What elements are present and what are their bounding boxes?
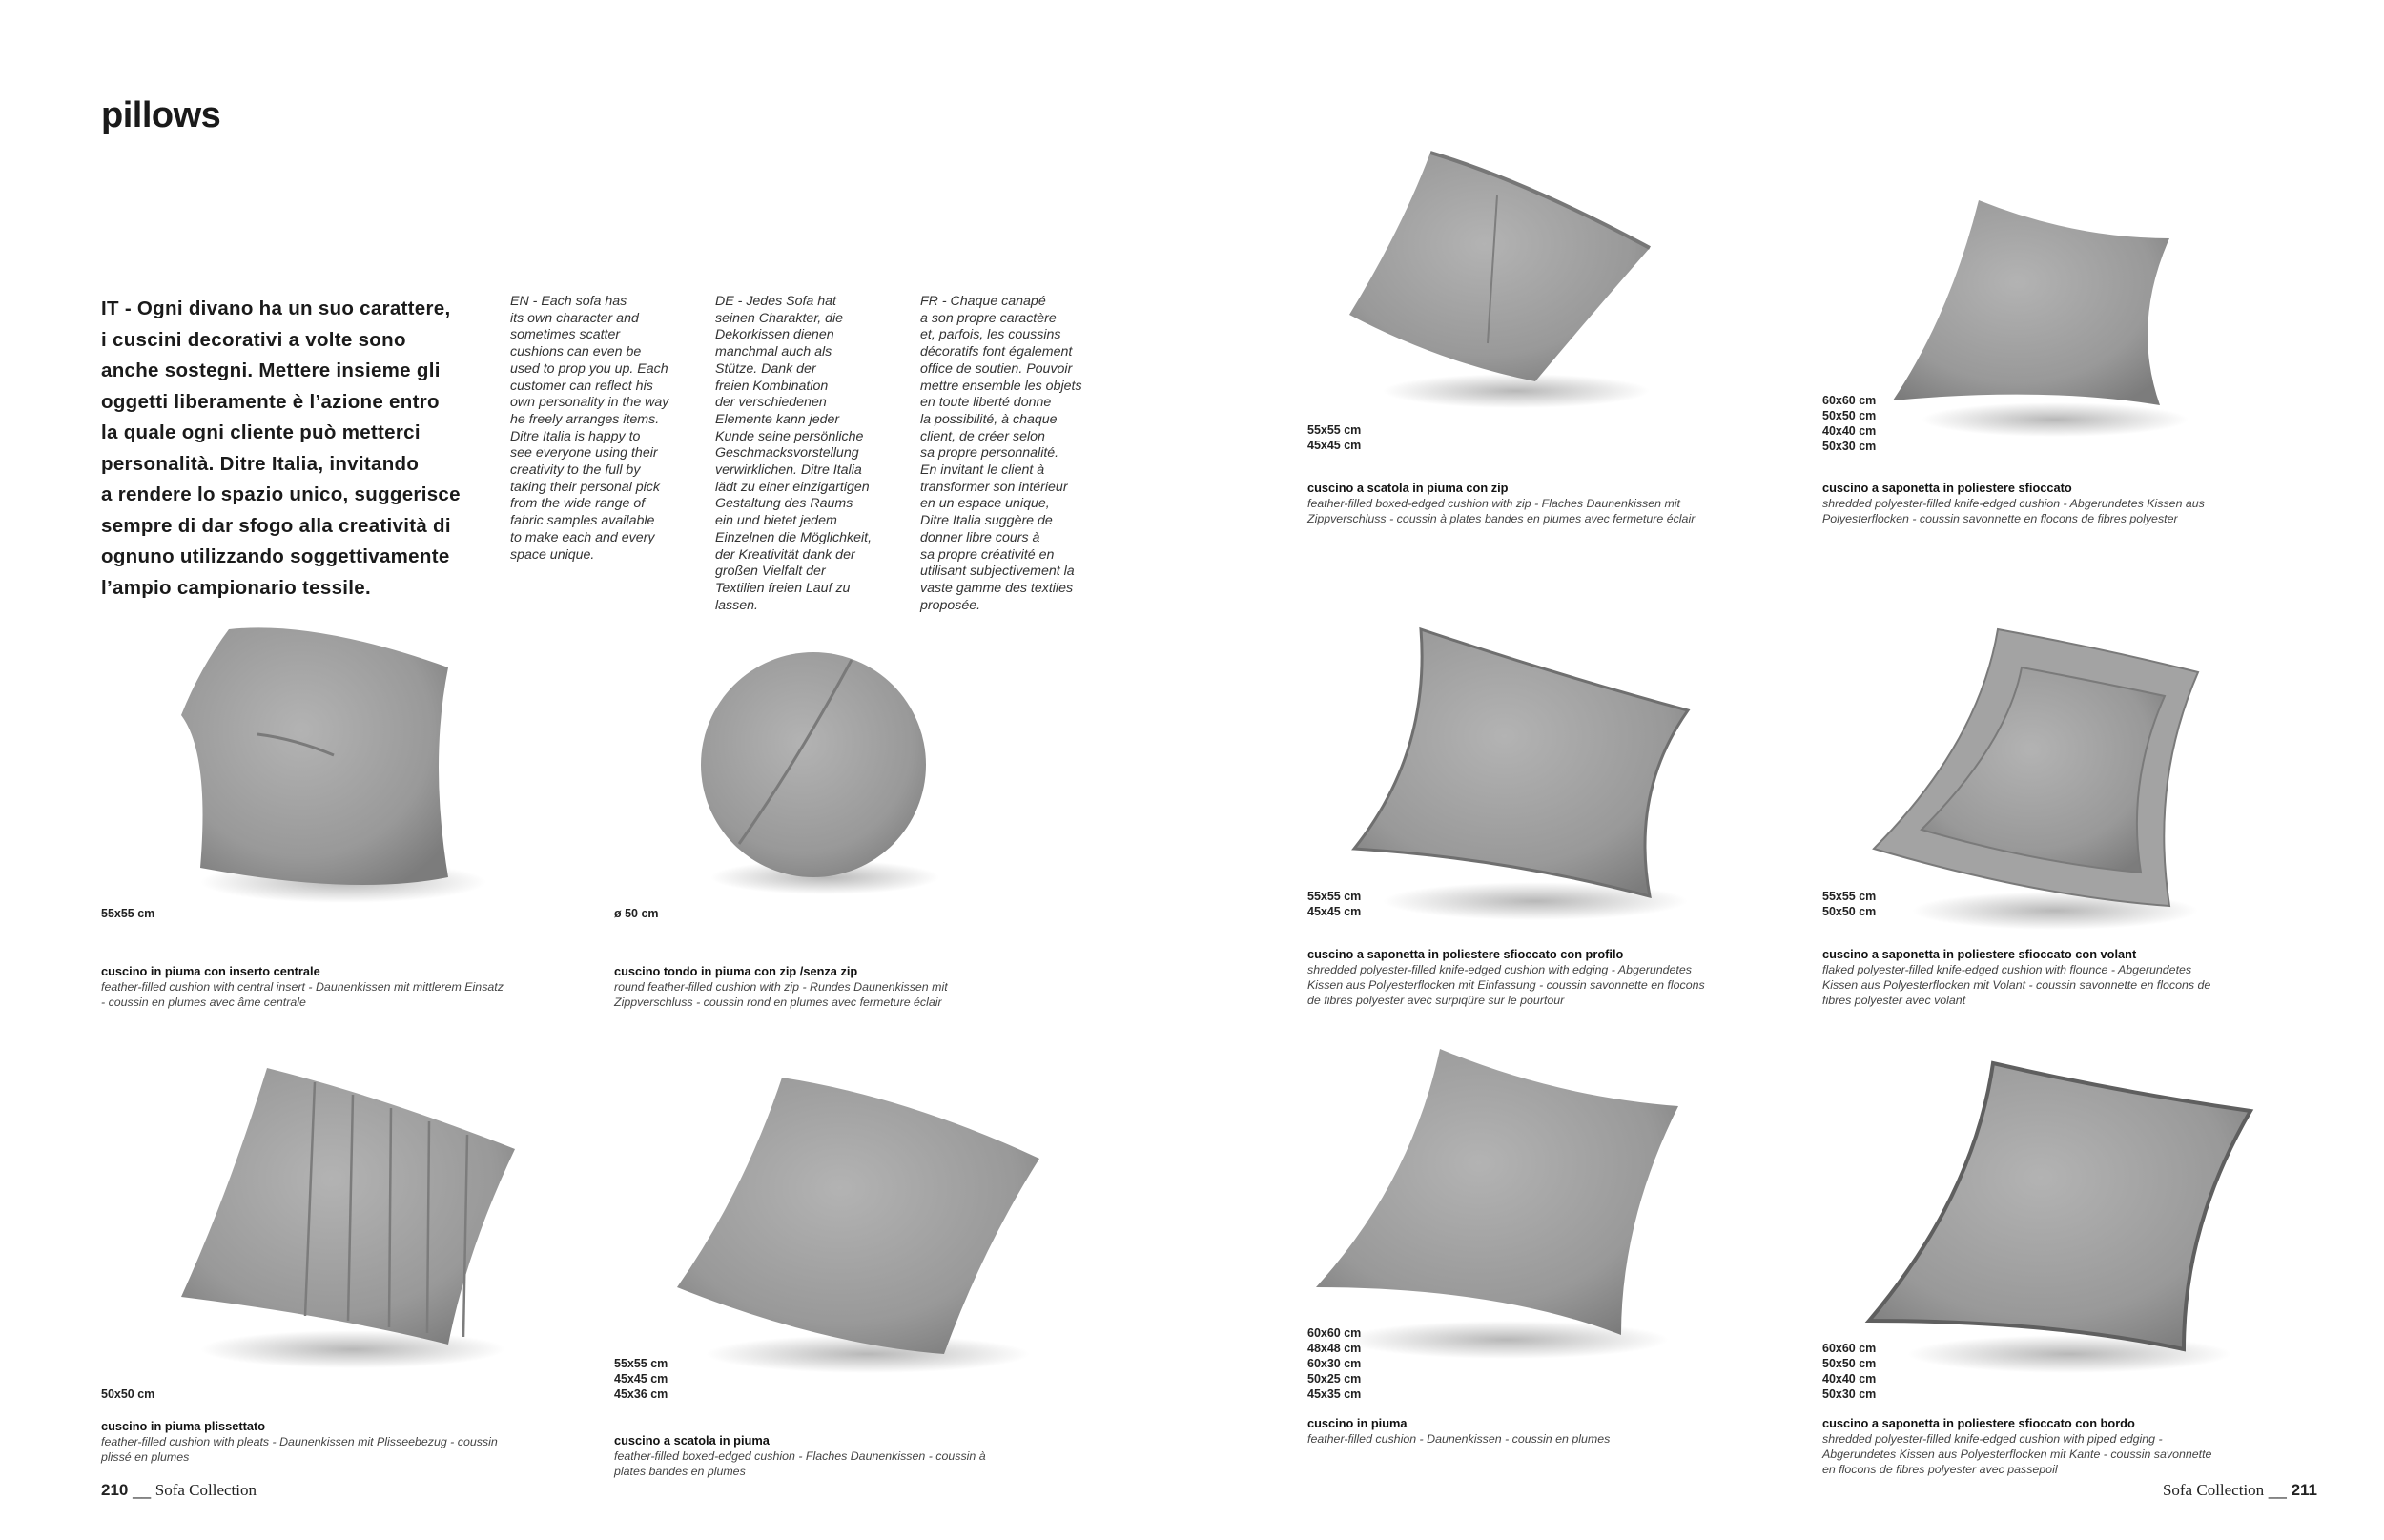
intro-text-en: EN - Each sofa has its own character and sometimes scatter cushions can even be used to prop you up. Each customer can reflect his own personality in the way he freely arranges items. Ditre Italia is happy to see everyone using their creativity to the full by taking their personal pick from the wide range of fabric samples available to make each and every space unique. — [510, 294, 669, 563]
product-sizes: 60x60 cm 50x50 cm 40x40 cm 50x30 cm — [1822, 1342, 1877, 1401]
product-description: feather-filled boxed-edged cushion - Flaches Daunenkissen - coussin à plates bandes en plumes — [614, 1449, 986, 1478]
product-name: cuscino in piuma — [1307, 1416, 1408, 1430]
pillow-knife-edged-edging-image — [1345, 620, 1697, 925]
product-name: cuscino a saponetta in poliestere sfioccato — [1822, 481, 2072, 495]
product-description: feather-filled boxed-edged cushion with zip - Flaches Daunenkissen mit Zippverschluss - coussin à plates bandes en plumes avec fermeture éclair — [1307, 497, 1696, 525]
pillow-pleated-image — [162, 1058, 524, 1373]
intro-text-de: DE - Jedes Sofa hat seinen Charakter, die Dekorkissen dienen manchmal auch als Stütze. Dank der freien Kombination der verschiedenen Elemente kann jeder Kunde seine persönliche Geschmacksvorstellung verwirklichen. Ditre Italia lädt zu einer einzigartigen Gestaltung des Raums ein und bietet jedem Einzelnen die Möglichkeit, der Kreativität dank der großen Vielfalt der Textilien freien Lauf zu lassen. — [715, 294, 873, 613]
product-description: round feather-filled cushion with zip - Rundes Daunenkissen mit Zippverschluss - coussin rond en plumes avec fermeture éclair — [614, 980, 948, 1009]
product-description: shredded polyester-filled knife-edged cushion - Abgerundetes Kissen aus Polyesterflocken - coussin savonnette en flocons de fibres polyester — [1822, 497, 2205, 525]
product-description: shredded polyester-filled knife-edged cushion with piped edging - Abgerundetes Kissen aus Polyesterflocken mit Kante - coussin savonnette en flocons de fibres polyester avec passepoil — [1822, 1432, 2212, 1476]
product-name: cuscino in piuma con inserto centrale — [101, 964, 320, 978]
product-sizes: 55x55 cm 45x45 cm 45x36 cm — [614, 1357, 668, 1401]
product-sizes: 55x55 cm — [101, 907, 155, 920]
footer-separator: __ — [2268, 1481, 2287, 1499]
product-name: cuscino a saponetta in poliestere sfioccato con bordo — [1822, 1416, 2135, 1430]
product-caption — [1307, 1416, 1610, 1447]
product-caption — [1307, 481, 1695, 526]
footer-right — [2163, 1481, 2317, 1500]
product-description: feather-filled cushion - Daunenkissen - coussin en plumes — [1307, 1432, 1611, 1446]
footer-collection-name: Sofa Collection — [154, 1481, 257, 1499]
pillow-piped-edging-image — [1860, 1054, 2260, 1378]
pillow-round-zip-image — [682, 639, 949, 906]
intro-text-fr: FR - Chaque canapé a son propre caractère et, parfois, les coussins décoratifs font également office de soutien. Pouvoir mettre ensemble les objets en toute liberté donne la possibilité, à chaque client, de créer selon sa propre personnalité. En invitant le client à transformer son intérieur en un espace unique, Ditre Italia suggère de donner libre cours à sa propre créativité en utilisant subjectivement la vaste gamme des textiles proposée. — [920, 294, 1082, 613]
page-title: pillows — [101, 95, 221, 135]
product-description: feather-filled cushion with pleats - Daunenkissen mit Plisseebezug - coussin plissé en plumes — [101, 1435, 498, 1464]
product-caption — [1822, 947, 2210, 1008]
pillow-feather-image — [1306, 1039, 1688, 1364]
page-number-left: 210 — [101, 1481, 129, 1499]
product-caption — [614, 964, 948, 1010]
product-name: cuscino a saponetta in poliestere sfioccato con profilo — [1307, 947, 1624, 961]
product-caption — [1822, 1416, 2211, 1477]
product-caption — [1307, 947, 1705, 1008]
product-caption — [101, 964, 504, 1010]
product-description: feather-filled cushion with central insert - Daunenkissen mit mittlerem Einsatz - coussin en plumes avec âme centrale — [101, 980, 504, 1009]
footer-left — [101, 1481, 257, 1500]
product-sizes: 60x60 cm 50x50 cm 40x40 cm 50x30 cm — [1822, 394, 1877, 453]
page-number-right: 211 — [2291, 1481, 2317, 1499]
pillow-central-insert-image — [162, 610, 486, 915]
product-name: cuscino tondo in piuma con zip /senza zip — [614, 964, 858, 978]
product-description: shredded polyester-filled knife-edged cushion with edging - Abgerundetes Kissen aus Polyesterflocken mit Einfassung - coussin savonnette en flocons de fibres polyester avec surpiqûre sur le pourtour — [1307, 963, 1705, 1007]
product-sizes: 50x50 cm — [101, 1387, 155, 1401]
footer-separator: __ — [133, 1481, 152, 1499]
pillow-knife-edged-flounce-image — [1864, 620, 2208, 934]
product-name: cuscino a scatola in piuma con zip — [1307, 481, 1509, 495]
product-sizes: 55x55 cm 45x45 cm — [1307, 890, 1362, 918]
footer-collection-name: Sofa Collection — [2162, 1481, 2265, 1499]
product-caption — [614, 1433, 986, 1479]
pillow-boxed-zip-image — [1345, 143, 1659, 420]
pillow-boxed-image — [668, 1068, 1058, 1383]
product-description: flaked polyester-filled knife-edged cushion with flounce - Abgerundetes Kissen aus Polyesterflocken mit Volant - coussin savonnette en flocons de fibres polyester avec volant — [1822, 963, 2211, 1007]
product-name: cuscino in piuma plissettato — [101, 1419, 266, 1433]
product-sizes: ø 50 cm — [614, 907, 659, 920]
product-name: cuscino a scatola in piuma — [614, 1433, 770, 1448]
product-caption — [101, 1419, 498, 1465]
product-sizes: 55x55 cm 50x50 cm — [1822, 890, 1877, 918]
pillow-knife-edged-image — [1883, 191, 2189, 448]
intro-text-it: IT - Ogni divano ha un suo carattere, i cuscini decorativi a volte sono anche sostegni. Mettere insieme gli oggetti liberamente è l’azione entro la quale ogni cliente può metterci personalità. Ditre Italia, invitando a rendere lo spazio unico, suggerisce sempre di dar sfogo alla creatività di ognuno utilizzando soggettivamente l’ampio campionario tessile. — [101, 298, 461, 599]
product-name: cuscino a saponetta in poliestere sfioccato con volant — [1822, 947, 2137, 961]
product-caption — [1822, 481, 2205, 526]
product-sizes: 55x55 cm 45x45 cm — [1307, 423, 1362, 452]
product-sizes: 60x60 cm 48x48 cm 60x30 cm 50x25 cm 45x35 cm — [1307, 1326, 1362, 1401]
